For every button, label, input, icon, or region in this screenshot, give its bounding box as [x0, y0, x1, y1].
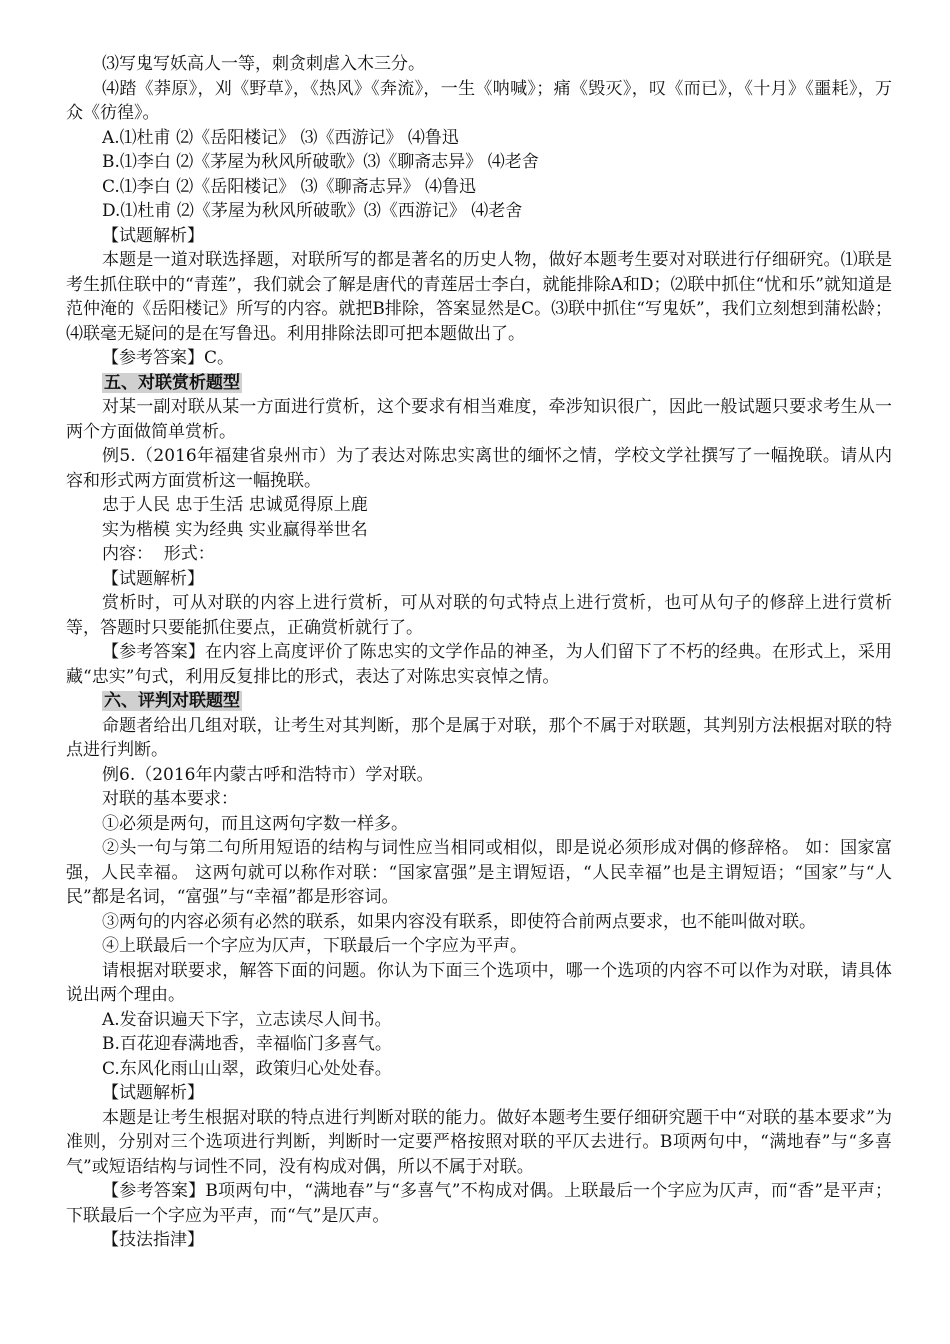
- clue-4: ⑷踏《莽原》，刈《野草》，《热风》《奔流》，一生《呐喊》；痛《毁灭》，叹《而已》，《十月》《噩耗》，万众《彷徨》。: [66, 78, 892, 123]
- section-6-intro: 命题者给出几组对联，让考生对其判断，那个是属于对联，那个不属于对联题，其判别方法根据对联的特点进行判断。: [66, 715, 892, 760]
- answer-text-2: 【参考答案】在内容上高度评价了陈忠实的文学作品的神圣，为人们留下了不朽的经典。在形式上，采用藏“忠实”句式，利用反复排比的形式，表达了对陈忠实哀悼之情。: [66, 642, 892, 687]
- answer-text-3: 【参考答案】B项两句中，“满地春”与“多喜气”不构成对偶。上联最后一个字应为仄声，而“香”是平声；下联最后一个字应为平声，而“气”是仄声。: [66, 1181, 892, 1226]
- option-d: D.⑴杜甫 ⑵《茅屋为秋风所破歌》⑶《西游记》 ⑷老舍: [102, 201, 523, 221]
- requirements-label: 对联的基本要求：: [102, 789, 238, 809]
- section-6-heading: [66, 689, 892, 714]
- section-6-title: 六、评判对联题型: [104, 691, 240, 711]
- technique-label: 【技法指津】: [102, 1230, 204, 1250]
- couplet-upper: 忠于人民 忠于生活 忠诚觅得原上鹿: [102, 495, 368, 515]
- answer-text: 【参考答案】C。: [102, 348, 235, 368]
- option-b: B.⑴李白 ⑵《茅屋为秋风所破歌》⑶《聊斋志异》 ⑷老舍: [102, 152, 539, 172]
- option-a: A.⑴杜甫 ⑵《岳阳楼记》 ⑶《西游记》 ⑷鲁迅: [102, 127, 459, 148]
- clue-3: ⑶写鬼写妖高人一等，刺贪刺虐入木三分。: [102, 54, 425, 74]
- question-text: 请根据对联要求，解答下面的问题。你认为下面三个选项中，哪一个选项的内容不可以作为对联，请具体说出两个理由。: [66, 960, 892, 1005]
- couplet-lower: 实为楷模 实为经典 实业赢得举世名: [102, 519, 368, 540]
- example-5: 例5.（2016年福建省泉州市）为了表达对陈忠实离世的缅怀之情，学校文学社撰写了一幅挽联。请从内容和形式两方面赏析这一幅挽联。: [66, 446, 892, 491]
- example-6: 例6.（2016年内蒙古呼和浩特市）学对联。: [102, 764, 434, 785]
- answer-blank-line: 内容： 形式：: [102, 544, 215, 564]
- analysis-text-2: 赏析时，可从对联的内容上进行赏析，可从对联的句式特点上进行赏析，也可从句子的修辞上进行赏析等，答题时只要能抓住要点，正确赏析就行了。: [66, 593, 892, 638]
- choice-c: C.东风化雨山山翠，政策归心处处春。: [102, 1058, 392, 1079]
- analysis-label-3: 【试题解析】: [102, 1083, 204, 1103]
- choice-b: B.百花迎春满地香，幸福临门多喜气。: [102, 1034, 392, 1054]
- analysis-text-3: 本题是让考生根据对联的特点进行判断对联的能力。做好本题考生要仔细研究题干中“对联的基本要求”为准则，分别对三个选项进行判断，判断时一定要严格按照对联的平仄去进行。B项两句中，“满地春”与“多喜气”或短语结构与词性不同，没有构成对偶，所以不属于对联。: [66, 1107, 892, 1177]
- analysis-label-2: 【试题解析】: [102, 568, 204, 589]
- requirement-1: ①必须是两句，而且这两句字数一样多。: [102, 813, 408, 834]
- analysis-label: 【试题解析】: [102, 225, 204, 246]
- section-5-heading: [66, 371, 892, 396]
- section-5-intro: 对某一副对联从某一方面进行赏析，这个要求有相当难度，牵涉知识很广，因此一般试题只要求考生从一两个方面做简单赏析。: [66, 397, 892, 442]
- option-c: C.⑴李白 ⑵《岳阳楼记》 ⑶《聊斋志异》 ⑷鲁迅: [102, 176, 477, 197]
- section-5-title: 五、对联赏析题型: [104, 372, 240, 393]
- requirement-3: ③两句的内容必须有必然的联系，如果内容没有联系，即使符合前两点要求，也不能叫做对联。: [102, 911, 816, 932]
- requirement-2: ②头一句与第二句所用短语的结构与词性应当相同或相似，即是说必须形成对偶的修辞格。 如：国家富强，人民幸福。 这两句就可以称作对联：“国家富强”是主谓短语，“人民幸福”也是主谓短语；“国家”与“人民”都是名词，“富强”与“幸福”都是形容词。: [66, 838, 892, 907]
- requirement-4: ④上联最后一个字应为仄声，下联最后一个字应为平声。: [102, 936, 527, 956]
- document-page: [66, 52, 892, 1253]
- choice-a: A.发奋识遍天下字，立志读尽人间书。: [102, 1009, 392, 1030]
- analysis-text: 本题是一道对联选择题，对联所写的都是著名的历史人物，做好本题考生要对对联进行仔细研究。⑴联是考生抓住联中的“青莲”，我们就会了解是唐代的青莲居士李白，就能排除A和D；⑵联中抓住“忧和乐”就知道是范仲淹的《岳阳楼记》所写的内容。就把B排除，答案显然是C。⑶联中抓住“写鬼妖”，我们立刻想到蒲松龄；⑷联毫无疑问的是在写鲁迅。利用排除法即可把本题做出了。: [66, 250, 892, 344]
